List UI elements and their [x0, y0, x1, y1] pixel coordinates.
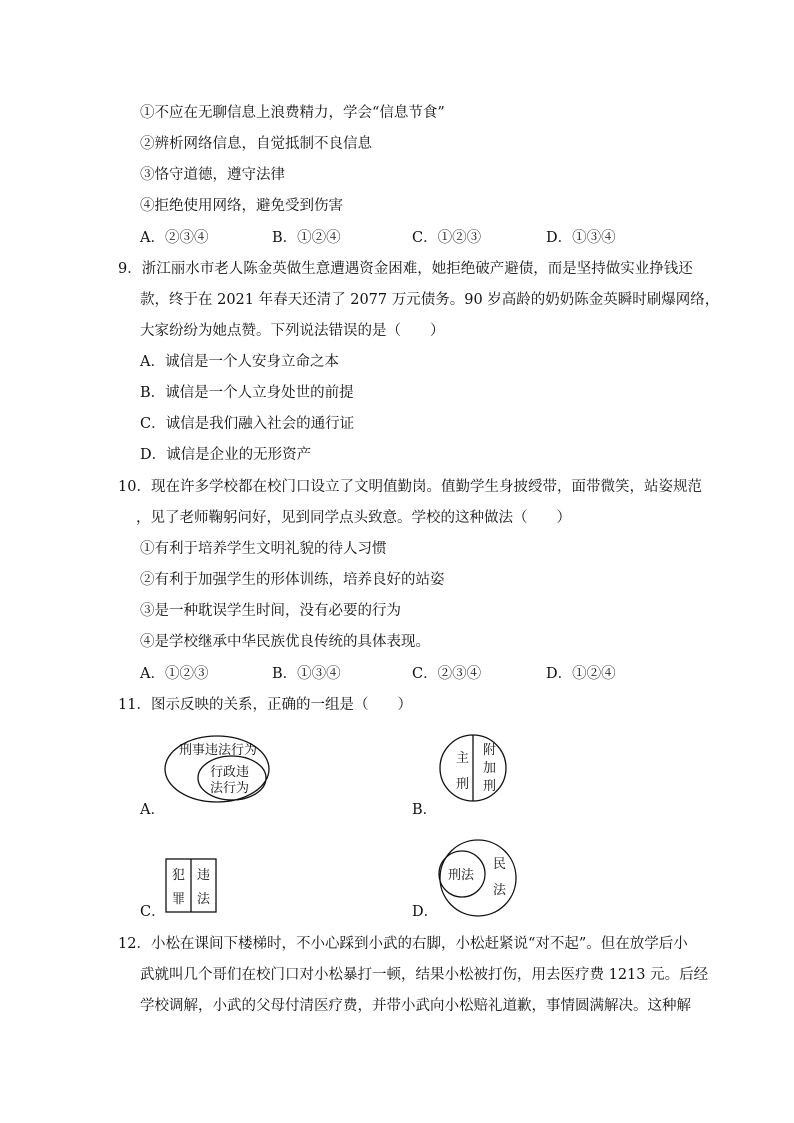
q10-item-4: ④是学校继承中华民族优良传统的具体表现。: [140, 634, 430, 650]
q11-diagram-a: [163, 734, 273, 804]
q9-stem-line-1: 9．浙江丽水市老人陈金英做生意遭遇资金困难，她拒绝破产避债，而是坚持做实业挣钱还: [118, 261, 693, 277]
diagram-b-right-label-1: 附: [483, 743, 497, 758]
q8-item-3: ③恪守道德，遵守法律: [140, 167, 285, 183]
q9-option-b: B．诚信是一个人立身处世的前提: [140, 385, 354, 401]
q9-stem-line-3: 大家纷纷为她点赞。下列说法错误的是（ ）: [140, 323, 445, 339]
q8-item-2: ②辨析网络信息，自觉抵制不良信息: [140, 136, 372, 152]
q10-stem-line-1: 10．现在许多学校都在校门口设立了文明值勤岗。值勤学生身披绶带，面带微笑，站姿规范: [118, 479, 702, 495]
diagram-d-inner-label: 刑法: [448, 868, 475, 883]
q12-stem-line-2: 武就叫几个哥们在校门口对小松暴打一顿，结果小松被打伤，用去医疗费 1213 元。后经: [140, 967, 709, 983]
q10-option-d: D．①②④: [546, 666, 616, 682]
diagram-b-right-label-2: 加: [483, 761, 497, 776]
diagram-a-inner-label-2: 法行为: [210, 781, 250, 796]
q10-stem-line-2: ，见了老师鞠躬问好，见到同学点头致意。学校的这种做法（ ）: [136, 510, 571, 526]
q11-option-d-label: D．: [412, 904, 439, 920]
q12-stem-line-1: 12．小松在课间下楼梯时，不小心踩到小武的右脚，小松赶紧说“对不起”。但在放学后小: [118, 936, 688, 952]
q11-option-b-label: B．: [412, 802, 438, 818]
q10-item-1: ①有利于培养学生文明礼貌的待人习惯: [140, 541, 387, 557]
q8-option-c: C．①②③: [412, 230, 482, 246]
q11-stem: 11．图示反映的关系，正确的一组是（ ）: [118, 697, 412, 713]
diagram-c-right-label-1: 违: [197, 868, 211, 883]
q12-stem-line-3: 学校调解，小武的父母付清医疗费，并带小武向小松赔礼道歉，事情圆满解决。这种解: [140, 998, 691, 1014]
diagram-c-right-label-2: 法: [197, 892, 211, 907]
q10-option-c: C．②③④: [412, 666, 482, 682]
diagram-b-left-label-2: 刑: [456, 777, 470, 792]
diagram-a-outer-label: 刑事违法行为: [179, 743, 258, 758]
diagram-a-inner-label-1: 行政违: [210, 765, 250, 780]
q8-option-d: D．①③④: [546, 230, 616, 246]
q11-diagram-b: [437, 732, 517, 804]
q8-item-1: ①不应在无聊信息上浪费精力，学会“信息节食”: [140, 105, 445, 121]
q11-diagram-d: [434, 838, 524, 918]
q11-option-c-label: C．: [140, 904, 166, 920]
q10-option-b: B．①③④: [272, 666, 341, 682]
q8-item-4: ④拒绝使用网络，避免受到伤害: [140, 198, 343, 214]
diagram-b-right-label-3: 刑: [483, 779, 497, 794]
q8-option-a: A．②③④: [140, 230, 209, 246]
q11-option-a-label: A．: [140, 802, 165, 818]
diagram-d-outer-label-1: 民: [493, 857, 507, 872]
q8-option-b: B．①②④: [272, 230, 341, 246]
q9-stem-line-2: 款，终于在 2021 年春天还清了 2077 万元债务。90 岁高龄的奶奶陈金英瞬时刷爆网络，: [140, 292, 720, 308]
diagram-d-outer-label-2: 法: [493, 883, 507, 898]
q11-diagram-c: [164, 857, 220, 915]
q10-option-a: A．①②③: [140, 666, 209, 682]
diagram-c-left-label-1: 犯: [172, 868, 186, 883]
q9-option-c: C．诚信是我们融入社会的通行证: [140, 416, 355, 432]
q10-item-2: ②有利于加强学生的形体训练，培养良好的站姿: [140, 572, 445, 588]
q9-option-a: A．诚信是一个人安身立命之本: [140, 354, 339, 370]
q9-option-d: D．诚信是企业的无形资产: [140, 447, 312, 463]
q10-item-3: ③是一种耽误学生时间，没有必要的行为: [140, 603, 401, 619]
diagram-b-left-label-1: 主: [456, 751, 470, 766]
diagram-c-left-label-2: 罪: [172, 892, 186, 907]
